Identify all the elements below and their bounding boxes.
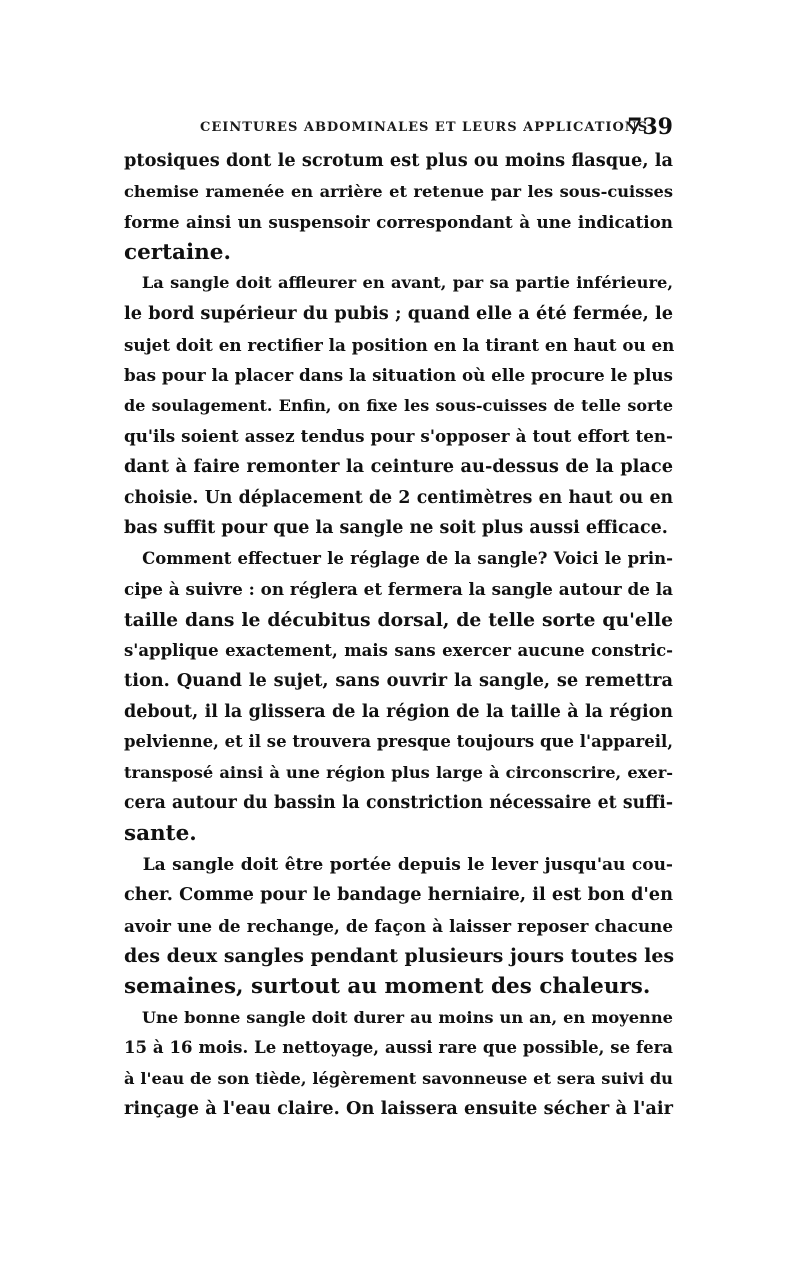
text-line: avoir une de rechange, de façon à laisser reposer chacune bbox=[124, 915, 673, 936]
running-head bbox=[124, 112, 673, 142]
paragraph-3 bbox=[124, 544, 673, 850]
text-line: bas suffit pour que la sangle ne soit plus aussi efficace. bbox=[124, 518, 668, 539]
text-line: qu'ils soient assez tendus pour s'opposer à tout effort ten- bbox=[124, 426, 673, 447]
text-line: cher. Comme pour le bandage herniaire, il est bon d'en bbox=[124, 884, 673, 906]
text-line: semaines, surtout au moment des chaleurs. bbox=[124, 974, 651, 1000]
running-title: CEINTURES ABDOMINALES ET LEURS APPLICATIONS bbox=[200, 120, 649, 135]
text-line: Comment effectuer le réglage de la sangle? Voici le prin- bbox=[142, 548, 673, 568]
text-line: pelvienne, et il se trouvera presque toujours que l'appareil, bbox=[124, 732, 673, 752]
book-page bbox=[124, 112, 673, 1125]
text-line: forme ainsi un suspensoir correspondant à une indication bbox=[124, 212, 673, 233]
body-text bbox=[124, 146, 673, 1125]
text-line: La sangle doit affleurer en avant, par sa partie inférieure, bbox=[141, 273, 673, 293]
text-line: chemise ramenée en arrière et retenue par les sous-cuisses bbox=[124, 181, 673, 201]
text-line: bas pour la placer dans la situation où elle procure le plus bbox=[124, 365, 673, 386]
text-line: dant à faire remonter la ceinture au-dessus de la place bbox=[124, 455, 673, 477]
page-number: 739 bbox=[627, 114, 673, 140]
text-line: transposé ainsi à une région plus large à circonscrire, exer- bbox=[124, 762, 673, 782]
text-line: le bord supérieur du pubis ; quand elle a été fermée, le bbox=[124, 302, 673, 324]
paragraph-2 bbox=[124, 268, 673, 543]
paragraph-1 bbox=[124, 146, 673, 268]
paragraph-4 bbox=[124, 850, 673, 1003]
text-line: cera autour du bassin la constriction nécessaire et suffi- bbox=[124, 793, 673, 814]
paragraph-5 bbox=[124, 1003, 673, 1125]
text-line: choisie. Un déplacement de 2 centimètres en haut ou en bbox=[124, 487, 673, 508]
text-line: taille dans le décubitus dorsal, de telle sorte qu'elle bbox=[124, 608, 673, 631]
text-line: debout, il la glissera de la région de la taille à la région bbox=[124, 701, 673, 722]
text-line: sujet doit en rectifier la position en la tirant en haut ou en bbox=[124, 334, 675, 355]
text-line: à l'eau de son tiède, légèrement savonneuse et sera suivi du bbox=[124, 1068, 673, 1088]
text-line: rinçage à l'eau claire. On laissera ensuite sécher à l'air bbox=[124, 1098, 673, 1120]
text-line: cipe à suivre : on réglera et fermera la sangle autour de la bbox=[124, 579, 673, 600]
text-line: de soulagement. Enfin, on fixe les sous-cuisses de telle sorte bbox=[124, 395, 673, 415]
text-line: 15 à 16 mois. Le nettoyage, aussi rare que possible, se fera bbox=[124, 1038, 673, 1058]
text-line: sante. bbox=[124, 821, 197, 847]
text-line: ptosiques dont le scrotum est plus ou moins flasque, la bbox=[124, 150, 673, 171]
text-line: Une bonne sangle doit durer au moins un an, en moyenne bbox=[141, 1007, 673, 1027]
text-line: tion. Quand le sujet, sans ouvrir la sangle, se remettra bbox=[124, 670, 673, 692]
text-line: des deux sangles pendant plusieurs jours toutes les bbox=[124, 945, 675, 968]
text-line: La sangle doit être portée depuis le lever jusqu'au cou- bbox=[142, 854, 673, 875]
text-line: certaine. bbox=[124, 239, 231, 265]
text-line: s'applique exactement, mais sans exercer aucune constric- bbox=[124, 640, 673, 660]
